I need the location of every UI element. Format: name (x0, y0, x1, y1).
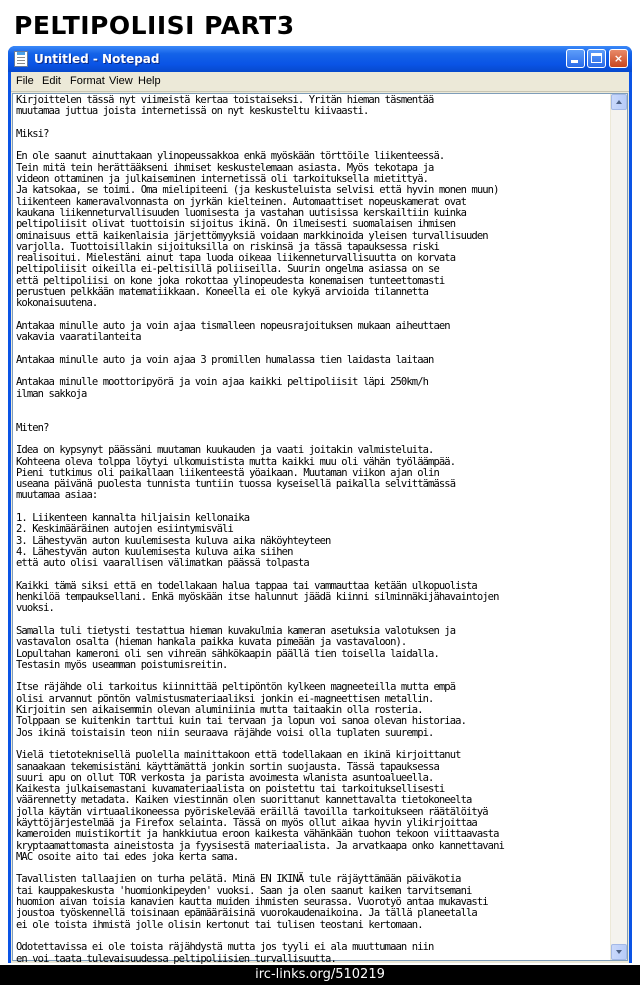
editor-line: videon ottaminen ja julkaiseminen internetissä oli tarkoituksella mietittyä. (16, 173, 429, 186)
minimize-button[interactable] (566, 49, 585, 68)
editor-line (16, 411, 608, 422)
editor-line: vakavia vaaratilanteita (16, 331, 141, 344)
scroll-down-button[interactable] (611, 944, 627, 960)
editor-line: MAC osoite aito tai edes joka kerta sama. (16, 850, 239, 863)
arrow-down-icon (616, 950, 622, 954)
editor-line: vuoksi. (16, 602, 54, 615)
editor-line: joustoa työskennellä toisinaan epämääräisinä vuorokaudenaikoina. Ja tällä planeetalla (16, 907, 477, 920)
notepad-window (8, 46, 632, 963)
menu-bar (11, 72, 629, 92)
editor-line: kokonaisuutena. (16, 297, 98, 310)
editor-line: ei ole toista ihmistä jolle olisin kertonut tai tulisen teostani kertomaan. (16, 918, 423, 931)
menu-help[interactable]: Help (138, 75, 161, 87)
editor-line: varjolla. Tuottoisillakin sijoituksilla on riskinsä ja tässä tapauksessa riski (16, 240, 439, 253)
editor-line: en voi taata tulevaisuudessa peltipoliisien turvallisuutta. (16, 952, 336, 965)
editor-line: peltipoliisit oikeilla ei-peltisillä poliiseilla. Suurin ongelma asiassa on se (16, 263, 439, 276)
editor-line: Miten? (16, 421, 49, 434)
editor-line: realisoitui. Mielestäni ainut tapa luoda oikeaa liikenneturvallisuutta on korvata (16, 252, 456, 265)
menu-edit[interactable]: Edit (42, 75, 61, 87)
footer-link[interactable]: irc-links.org/510219 (0, 965, 640, 985)
editor-line: että peltipoliisi on kone joka rokottaa ylinopeudesta konemaisen tunteettomasti (16, 274, 445, 287)
editor-line (16, 118, 608, 129)
editor-line: vastavalon osalta (hieman hankala paikka kuvata pimeään ja vastavaloon). (16, 636, 407, 649)
editor-line: Antakaa minulle moottoripyörä ja voin ajaa kaikki peltipoliisit läpi 250km/h (16, 376, 429, 389)
window-titlebar[interactable] (8, 46, 632, 72)
editor-line: Odotettavissa ei ole toista räjähdystä mutta jos tyyli ei ala muuttumaan niin (16, 941, 434, 954)
close-icon: × (613, 52, 624, 65)
editor-line: Itse räjähde oli tarkoitus kiinnittää peltipöntön kylkeen magneeteilla mutta empä (16, 681, 456, 694)
editor-line: Kohteena oleva tolppa löytyi ulkomuistista mutta kaikki muu oli vähän työläämpää. (16, 455, 456, 468)
editor-line: perustuen pelkkään matematiikkaan. Koneella ei ole kykyä arvioida tilannetta (16, 286, 429, 299)
editor-line: 2. Keskimääräinen autojen esiintymisväli (16, 523, 233, 536)
minimize-icon (571, 60, 578, 63)
editor-line: peltipoliisit olivat tuottoisin sijoitus ikinä. On ilmeisesti suomalaisen ihmisen (16, 218, 456, 231)
editor-line: 1. Liikenteen kannalta hiljaisin kellonaika (16, 511, 250, 524)
editor-line: Kaikki tämä siksi että en todellakaan halua tappaa tai vammauttaa ketään ulkopuolista (16, 579, 477, 592)
arrow-up-icon (616, 100, 622, 104)
editor-line: Miksi? (16, 127, 49, 140)
maximize-icon (591, 53, 602, 63)
editor-line: useana päivänä puolesta tunnista tuntiin tuossa kyseisellä paikalla selvittämässä (16, 478, 456, 491)
editor-line (16, 400, 608, 411)
editor-text-area[interactable] (16, 94, 608, 965)
editor-line: Testasin myös useamman poistumisreitin. (16, 658, 228, 671)
editor-line: Tein mitä tein herättääkseni ihmiset keskustelemaan asiasta. Myös tekotapa ja (16, 161, 434, 174)
editor-line: Tavallisten tallaajien on turha pelätä. Minä EN IKINÄ tule räjäyttämään päiväkotia (16, 873, 461, 886)
editor-line: että auto olisi vaarallisen välimatkan päässä tolpasta (16, 557, 309, 570)
editor-line: Samalla tuli tietysti testattua hieman kuvakulmia kameran asetuksia valotuksen ja (16, 624, 456, 637)
editor-line: Idea on kypsynyt päässäni muutaman kuukauden ja vaati joitakin valmisteluita. (16, 444, 434, 457)
editor-line: Tolppaan se kuitenkin tarttui kuin tai tervaan ja lopun voi sanoa olevan historiaa. (16, 715, 466, 728)
editor-line: suuri apu on ollut TOR verkosta ja parista avoimesta wlanista asuntoalueella. (16, 771, 434, 784)
menu-format[interactable]: Format (70, 75, 105, 87)
editor-line: sanaakaan tekemisistäni käyttämättä jonkin sortin suojausta. Tässä tapauksessa (16, 760, 439, 773)
editor-line: Kirjoittelen tässä nyt viimeistä kertaa toistaiseksi. Yritän hieman täsmentää (16, 94, 434, 106)
editor-line: käyttöjärjestelmää ja Firefox selainta. Tässä on myös ollut aikaa hyvin ylikirjoittaa (16, 817, 477, 829)
editor-line: muutamaa asiaa: (16, 489, 98, 502)
window-client-area (11, 72, 629, 963)
window-title: Untitled - Notepad (34, 52, 160, 66)
editor-line: Vielä tietoteknisellä puolella mainittakoon että todellakaan en ikinä kirjoittanut (16, 749, 461, 762)
menu-view[interactable]: View (109, 75, 133, 87)
menu-file[interactable]: File (16, 75, 34, 87)
editor-line: henkilöä tempauksellani. Enkä myöskään itse halunnut jäädä kiinni silminnäkijähavaintojen (16, 591, 499, 604)
editor-line: 4. Lähestyvän auton kuulemisesta kuluva aika siihen (16, 545, 293, 558)
editor-line: Jos ikinä toistaisin teon niin seuraava räjähde voisi olla tuplaten suurempi. (16, 726, 434, 739)
close-button[interactable] (609, 49, 628, 68)
editor-line: Ja katsokaa, se toimi. Oma mielipiteeni (ja keskusteluista selvisi että hyvin monen muun) (16, 184, 499, 197)
editor-line: huomion aivan toisia kanavien kautta muiden ihmisten seurassa. Vuorotyö antaa mukavasti (16, 896, 488, 909)
editor-line: liikenteen kameravalvonnasta on jyrkän kielteinen. Automaattiset nopeuskamerat ovat (16, 195, 466, 208)
text-editor[interactable] (12, 93, 628, 965)
maximize-button[interactable] (587, 49, 606, 68)
editor-line: ilman sakkoja (16, 387, 87, 400)
notepad-icon[interactable] (14, 51, 28, 67)
editor-line: Antakaa minulle auto ja voin ajaa 3 promillen humalassa tien laidasta laitaan (16, 353, 434, 366)
editor-line: Pieni tutkimus oli paikallaan liikenteestä yöaikaan. Muutaman viikon ajan olin (16, 466, 439, 479)
editor-line: kameroiden muistikortit ja hankkiutua eroon kaikesta vähänkään tuohon tekoon viittaavasta (16, 828, 499, 841)
editor-line: ominaisuus että kaikenlaisia järjettömyyksiä voidaan markkinoida yleisen turvallisuuden (16, 229, 488, 242)
editor-line: tai kauppakeskusta 'huomionkipeyden' vuoksi. Saan ja olen saanut kaiken tarvitsemani (16, 884, 472, 897)
vertical-scrollbar[interactable] (610, 94, 627, 960)
scroll-up-button[interactable] (611, 94, 627, 110)
editor-line: Kirjoitin sen aikaisemmin olevan aluminiinia mutta taitaakin olla rosteria. (16, 704, 423, 717)
page-title: PELTIPOLIISI PART3 (14, 11, 295, 40)
editor-line: olisi arvannut pöntön valmistusmateriaaliksi jonkin ei-magneettisen metallin. (16, 692, 434, 705)
editor-line: 3. Lähestyvän auton kuulemisesta kuluva aika näköyhteyteen (16, 534, 331, 547)
editor-line: väärennetty metadata. Kaiken viestinnän olen suorittanut kannettavalta tietokoneelta (16, 794, 472, 807)
editor-line: kaukana liikenneturvallisuuden luomisesta ja vastahan uutisissa kerskailtiin kuinka (16, 206, 466, 219)
editor-line: kryptaamattomasta aineistosta ja fyysisestä materiaalista. Ja arvatkaapa onko kannettavani (16, 839, 504, 852)
editor-line: En ole saanut ainuttakaan ylinopeussakkoa enkä myöskään törttöile liikenteessä. (16, 150, 445, 163)
editor-line: jolla käytän virtuaalikoneessa pyöriskelevää eräillä tavoilla tarkoitukseen räätälöityä (16, 805, 488, 818)
editor-line: Antakaa minulle auto ja voin ajaa tismalleen nopeusrajoituksen mukaan aiheuttaen (16, 319, 450, 332)
editor-line: muutamaa juttua joista internetissä on nyt keskusteltu kiivaasti. (16, 105, 369, 118)
editor-line: Kaikesta julkaisemastani kuvamateriaalista on poistettu tai tarkoituksellisesti (16, 783, 445, 796)
editor-line: Lopultahan kameroni oli sen vihreän sähkökaapin päällä tien toisella laidalla. (16, 647, 439, 660)
